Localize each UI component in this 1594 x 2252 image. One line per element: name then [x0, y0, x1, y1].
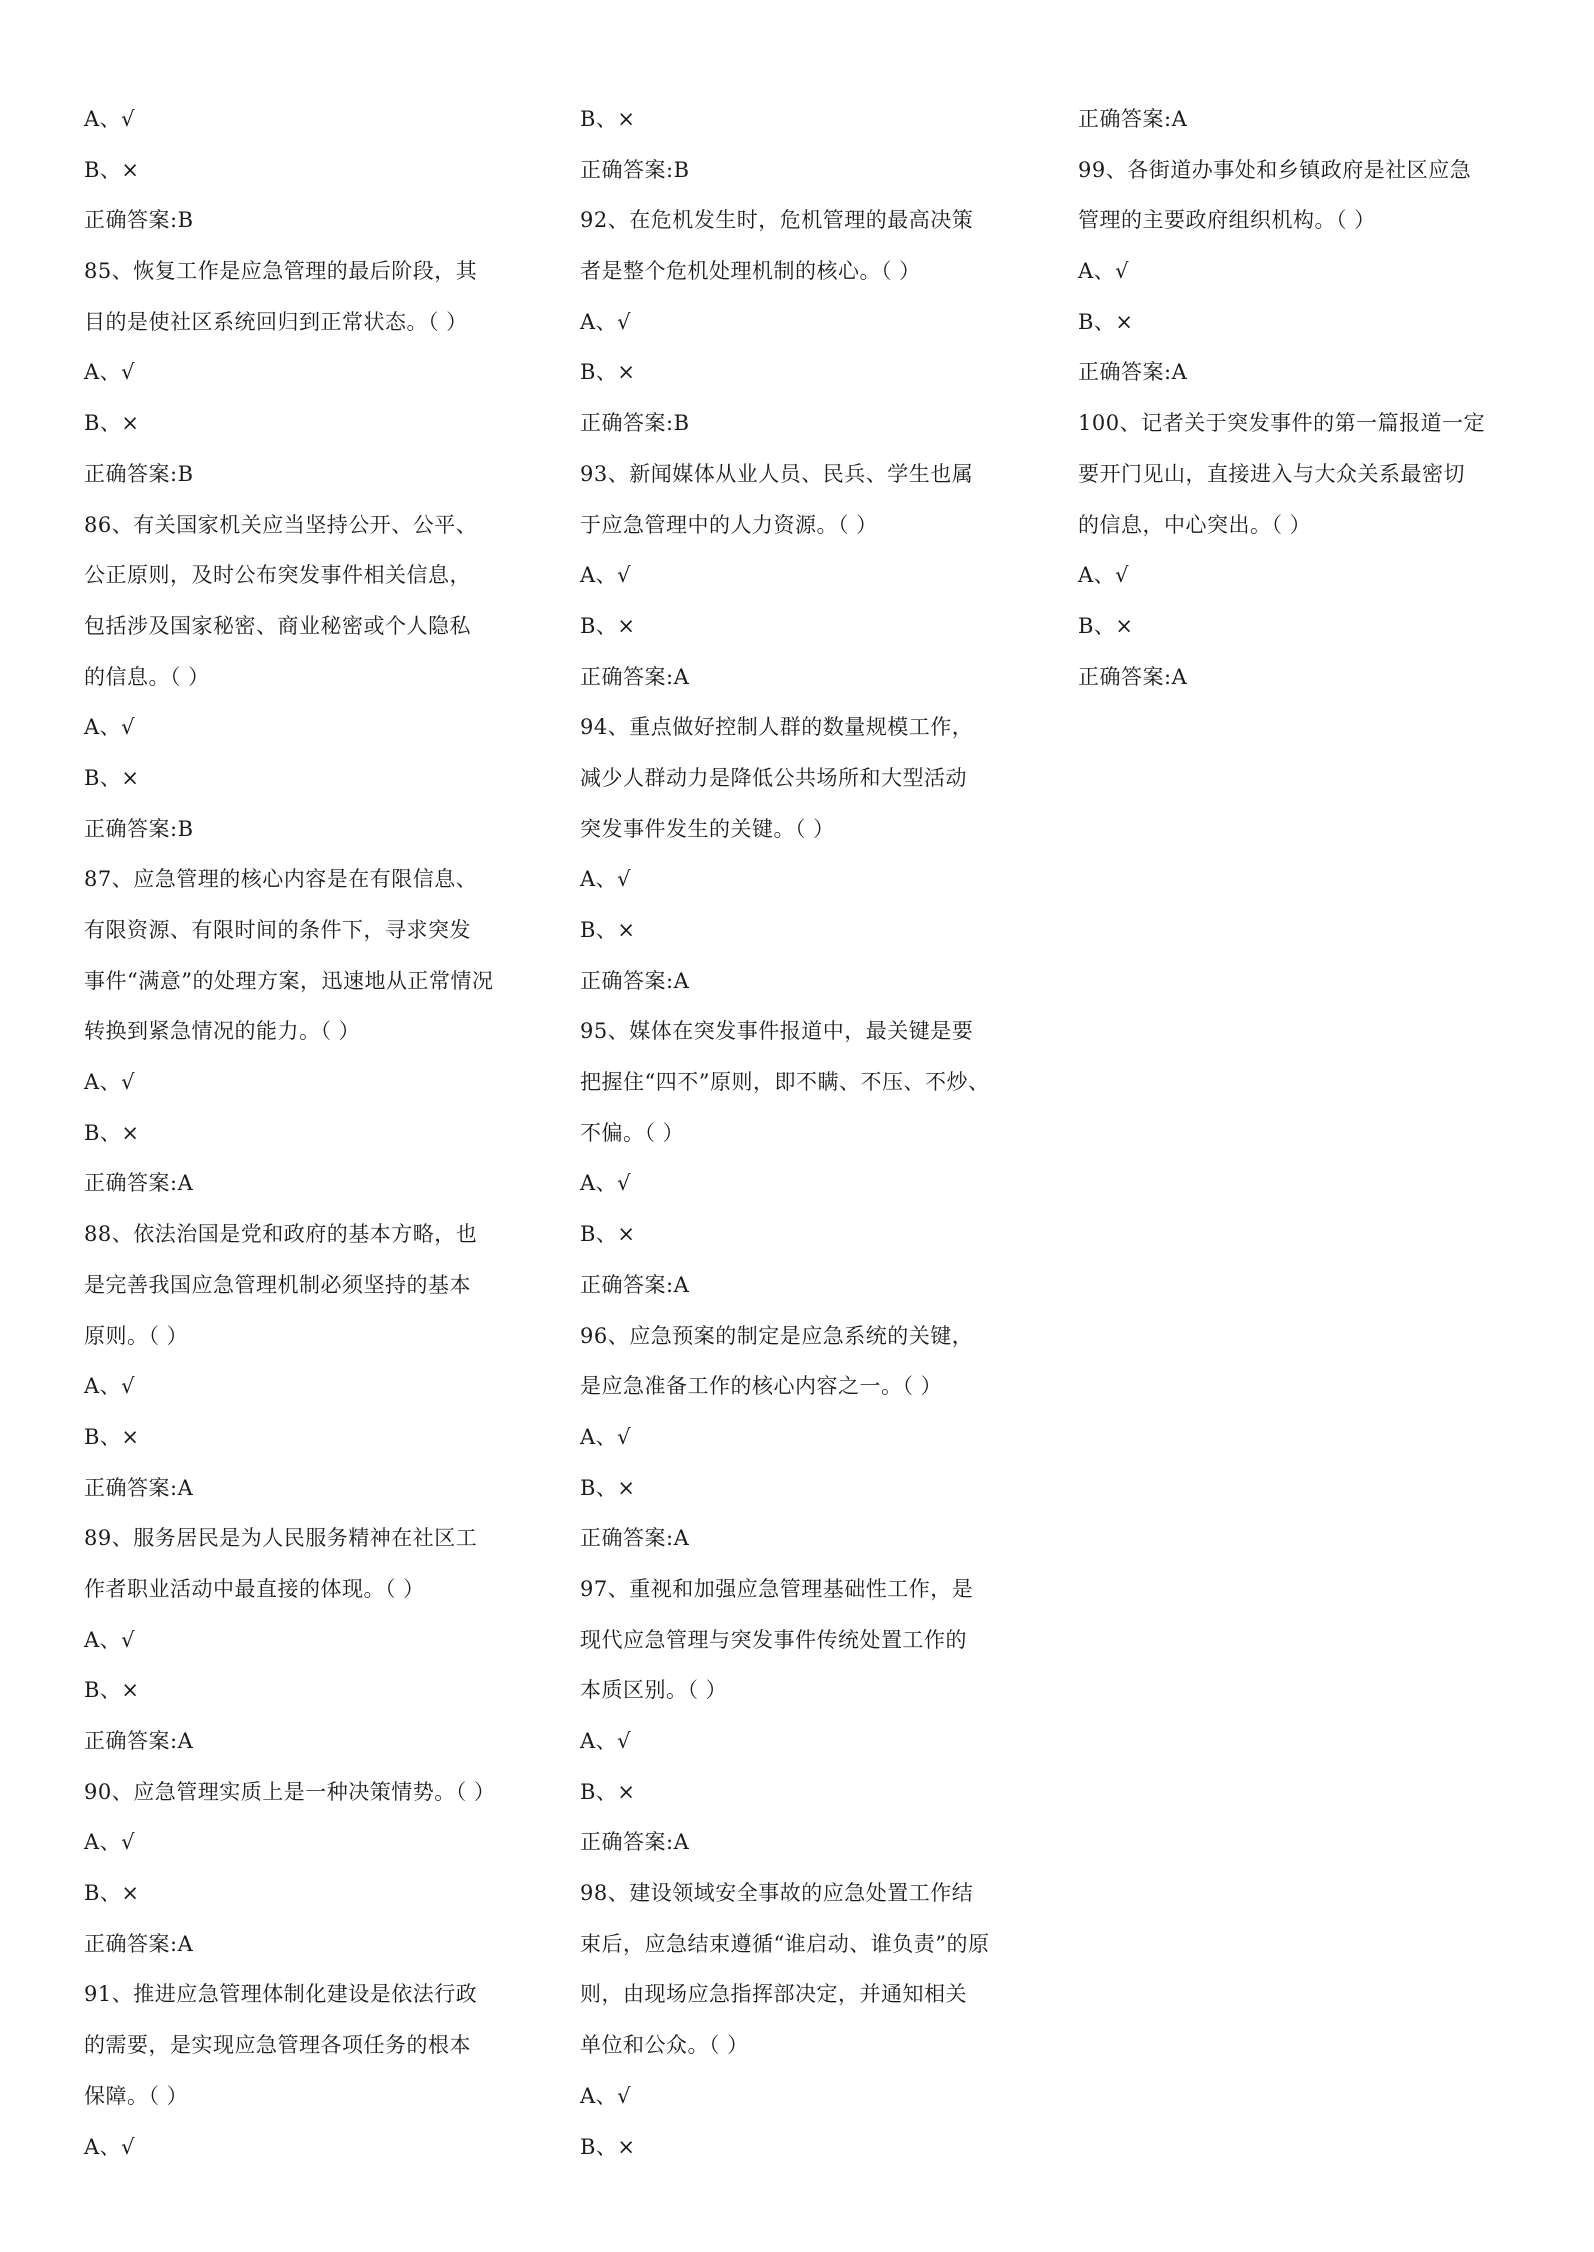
option-a: A、√ [84, 1374, 136, 1399]
question-text-line: 者是整个危机处理机制的核心。（ ） [580, 259, 921, 284]
question-text-line: 99、各街道办事处和乡镇政府是社区应急 [1078, 157, 1472, 182]
option-a: A、√ [84, 360, 136, 385]
option-a: A、√ [580, 2083, 632, 2108]
option-b: B、× [84, 765, 140, 790]
option-b: B、× [580, 107, 636, 131]
option-b: B、× [84, 1881, 140, 1906]
question-text-line: 85、恢复工作是应急管理的最后阶段，其 [84, 259, 478, 284]
question-text-line: 的信息。（ ） [84, 664, 210, 689]
answer-line: 正确答案:A [580, 1830, 690, 1855]
question-text-line: 的需要，是实现应急管理各项任务的根本 [84, 2033, 471, 2058]
question-text-line: 是完善我国应急管理机制必须坚持的基本 [84, 1272, 471, 1297]
option-b: B、× [1078, 309, 1134, 334]
option-a: A、√ [1078, 563, 1130, 588]
option-a: A、√ [580, 1171, 632, 1196]
answer-line: 正确答案:B [84, 208, 194, 233]
option-b: B、× [580, 1222, 636, 1247]
question-text-line: 92、在危机发生时，危机管理的最高决策 [580, 208, 974, 233]
question-text-line: 要开门见山，直接进入与大众关系最密切 [1078, 461, 1465, 486]
option-b: B、× [84, 157, 140, 182]
option-a: A、√ [580, 309, 632, 334]
option-a: A、√ [84, 107, 136, 131]
question-text-line: 100、记者关于突发事件的第一篇报道一定 [1078, 411, 1486, 436]
option-b: B、× [580, 2134, 636, 2159]
option-b: B、× [580, 1779, 636, 1804]
option-a: A、√ [84, 715, 136, 740]
option-b: B、× [580, 360, 636, 385]
option-b: B、× [84, 411, 140, 436]
answer-line: 正确答案:B [84, 461, 194, 486]
question-text-line: 现代应急管理与突发事件传统处置工作的 [580, 1627, 967, 1652]
option-b: B、× [1078, 613, 1134, 638]
question-text-line: 作者职业活动中最直接的体现。（ ） [84, 1576, 425, 1601]
question-text-line: 90、应急管理实质上是一种决策情势。（ ） [84, 1779, 496, 1804]
option-a: A、√ [84, 1830, 136, 1855]
option-b: B、× [580, 918, 636, 942]
answer-line: 正确答案:A [84, 1475, 194, 1500]
answer-line: 正确答案:B [580, 157, 690, 182]
option-a: A、√ [84, 2134, 136, 2159]
question-text-line: 目的是使社区系统回归到正常状态。（ ） [84, 309, 468, 334]
answer-line: 正确答案:A [84, 1931, 194, 1956]
question-text-line: 的信息，中心突出。（ ） [1078, 512, 1312, 537]
question-text-line: 减少人群动力是降低公共场所和大型活动 [580, 765, 967, 790]
question-text-line: 有限资源、有限时间的条件下，寻求突发 [84, 918, 471, 942]
option-a: A、√ [84, 1627, 136, 1652]
question-text-line: 单位和公众。（ ） [580, 2033, 749, 2058]
question-text-line: 转换到紧急情况的能力。（ ） [84, 1019, 361, 1044]
question-text-line: 87、应急管理的核心内容是在有限信息、 [84, 867, 478, 892]
answer-line: 正确答案:A [1078, 107, 1188, 131]
question-text-line: 89、服务居民是为人民服务精神在社区工 [84, 1526, 478, 1551]
option-b: B、× [84, 1120, 140, 1145]
question-text-line: 不偏。（ ） [580, 1120, 685, 1145]
option-a: A、√ [84, 1070, 136, 1095]
option-b: B、× [84, 1678, 140, 1703]
question-text-line: 管理的主要政府组织机构。（ ） [1078, 208, 1376, 233]
option-b: B、× [84, 1424, 140, 1449]
answer-line: 正确答案:A [580, 1526, 690, 1551]
question-text-line: 98、建设领域安全事故的应急处置工作结 [580, 1881, 974, 1906]
question-text-line: 91、推进应急管理体制化建设是依法行政 [84, 1982, 478, 2007]
question-text-line: 保障。（ ） [84, 2083, 189, 2108]
answer-line: 正确答案:A [1078, 360, 1188, 385]
option-a: A、√ [580, 867, 632, 892]
question-text-line: 86、有关国家机关应当坚持公开、公平、 [84, 512, 478, 537]
answer-line: 正确答案:A [580, 664, 690, 689]
answer-line: 正确答案:B [84, 816, 194, 841]
answer-line: 正确答案:A [84, 1729, 194, 1753]
answer-line: 正确答案:B [580, 411, 690, 436]
option-a: A、√ [580, 1424, 632, 1449]
question-text-line: 95、媒体在突发事件报道中，最关键是要 [580, 1019, 974, 1044]
question-text-line: 事件“满意”的处理方案，迅速地从正常情况 [84, 968, 494, 993]
question-text-line: 突发事件发生的关键。（ ） [580, 816, 835, 841]
question-text-line: 公正原则，及时公布突发事件相关信息， [84, 563, 471, 588]
question-text-line: 把握住“四不”原则，即不瞒、不压、不炒、 [580, 1070, 990, 1095]
question-text-line: 93、新闻媒体从业人员、民兵、学生也属 [580, 461, 974, 486]
answer-line: 正确答案:A [580, 1272, 690, 1297]
option-a: A、√ [580, 1729, 632, 1753]
question-text-line: 于应急管理中的人力资源。（ ） [580, 512, 878, 537]
answer-line: 正确答案:A [84, 1171, 194, 1196]
question-text-line: 束后，应急结束遵循“谁启动、谁负责”的原 [580, 1931, 990, 1956]
question-text-line: 88、依法治国是党和政府的基本方略，也 [84, 1222, 478, 1247]
question-text-line: 是应急准备工作的核心内容之一。（ ） [580, 1374, 943, 1399]
answer-line: 正确答案:A [1078, 664, 1188, 689]
question-text-line: 本质区别。（ ） [580, 1678, 728, 1703]
answer-line: 正确答案:A [580, 968, 690, 993]
question-text-line: 96、应急预案的制定是应急系统的关键， [580, 1323, 974, 1348]
question-text-line: 包括涉及国家秘密、商业秘密或个人隐私 [84, 613, 471, 638]
column-3 [1078, 94, 1538, 702]
option-a: A、√ [1078, 259, 1130, 284]
question-text-line: 97、重视和加强应急管理基础性工作，是 [580, 1576, 974, 1601]
column-2 [580, 94, 1036, 2172]
option-a: A、√ [580, 563, 632, 588]
question-text-line: 原则。（ ） [84, 1323, 189, 1348]
question-text-line: 94、重点做好控制人群的数量规模工作， [580, 715, 974, 740]
question-text-line: 则，由现场应急指挥部决定，并通知相关 [580, 1982, 967, 2007]
column-1 [84, 94, 540, 2172]
option-b: B、× [580, 613, 636, 638]
option-b: B、× [580, 1475, 636, 1500]
